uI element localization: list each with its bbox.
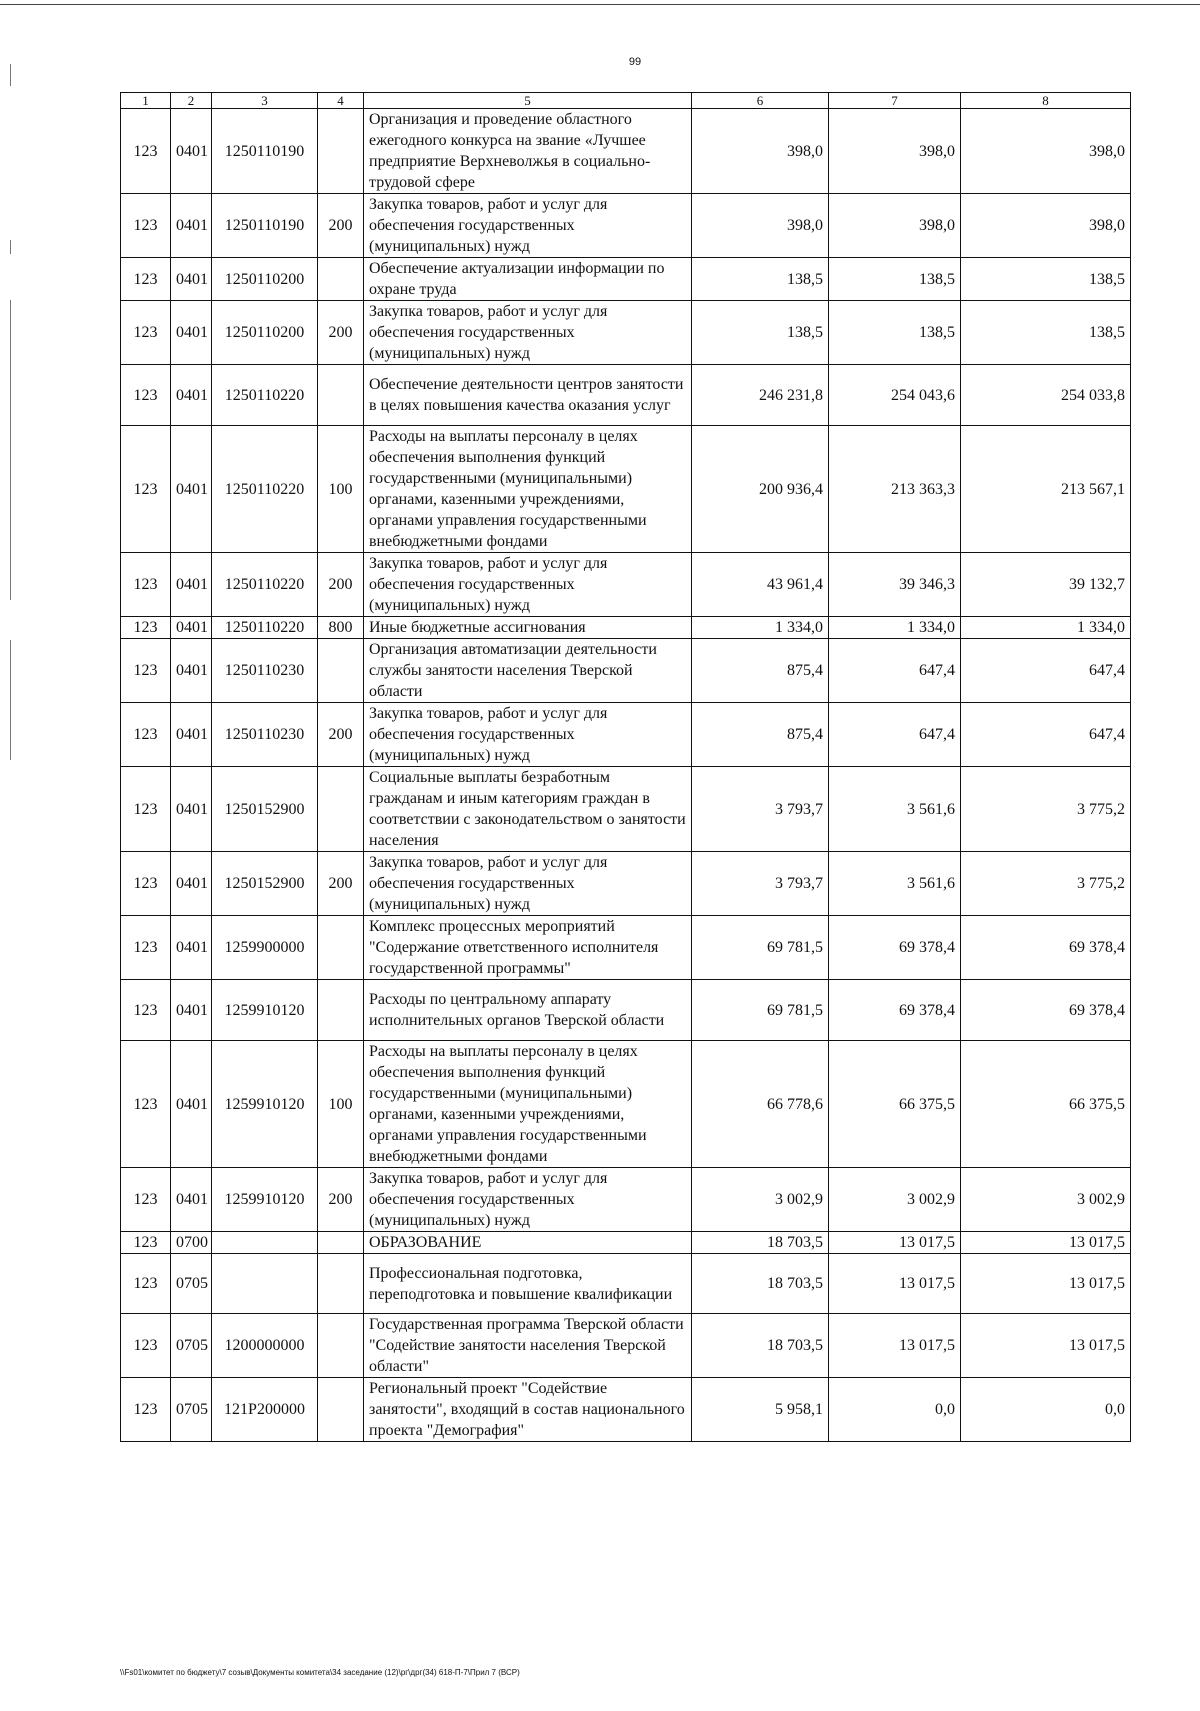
- target-article-cell: 1259910120: [212, 980, 318, 1041]
- description-cell: Закупка товаров, работ и услуг для обеспечения государственных (муниципальных) нужд: [364, 194, 692, 258]
- amount-col6-cell: 138,5: [692, 258, 829, 301]
- amount-col6-cell: 3 793,7: [692, 852, 829, 916]
- amount-col7-cell: 647,4: [829, 703, 961, 767]
- description-cell: Закупка товаров, работ и услуг для обеспечения государственных (муниципальных) нужд: [364, 703, 692, 767]
- left-margin-mark: [10, 240, 11, 254]
- description-cell: Региональный проект "Содействие занятости", входящий в состав национального проекта "Демография": [364, 1378, 692, 1442]
- section-code-cell: 0705: [171, 1254, 212, 1314]
- row-code-cell: 123: [121, 194, 171, 258]
- amount-col7-cell: 138,5: [829, 301, 961, 365]
- amount-col7-cell: 1 334,0: [829, 617, 961, 639]
- section-code-cell: 0401: [171, 852, 212, 916]
- amount-col8-cell: 647,4: [961, 639, 1131, 703]
- left-margin-mark: [10, 300, 11, 600]
- table-row: [121, 980, 1131, 1041]
- table-body: [121, 109, 1131, 1442]
- expense-type-cell: 200: [318, 703, 364, 767]
- row-code-cell: 123: [121, 703, 171, 767]
- target-article-cell: 1250110190: [212, 194, 318, 258]
- target-article-cell: [212, 1232, 318, 1254]
- row-code-cell: 123: [121, 553, 171, 617]
- amount-col6-cell: 875,4: [692, 703, 829, 767]
- table-row: [121, 916, 1131, 980]
- table-row: [121, 258, 1131, 301]
- expense-type-cell: [318, 1254, 364, 1314]
- section-code-cell: 0401: [171, 258, 212, 301]
- expense-type-cell: 800: [318, 617, 364, 639]
- budget-table: [120, 92, 1131, 1442]
- amount-col6-cell: 875,4: [692, 639, 829, 703]
- section-code-cell: 0401: [171, 426, 212, 553]
- description-cell: Расходы на выплаты персоналу в целях обеспечения выполнения функций государственными (муниципальными) органами, казенными учреждениями, органами управления государственными внебюджетными фондами: [364, 1041, 692, 1168]
- row-code-cell: 123: [121, 980, 171, 1041]
- amount-col8-cell: 13 017,5: [961, 1314, 1131, 1378]
- table-row: [121, 1168, 1131, 1232]
- section-code-cell: 0401: [171, 553, 212, 617]
- table-row: [121, 1041, 1131, 1168]
- amount-col8-cell: 0,0: [961, 1378, 1131, 1442]
- amount-col7-cell: 3 002,9: [829, 1168, 961, 1232]
- target-article-cell: 1250110200: [212, 301, 318, 365]
- section-code-cell: 0401: [171, 703, 212, 767]
- target-article-cell: 1250110230: [212, 639, 318, 703]
- table-row: [121, 703, 1131, 767]
- section-code-cell: 0401: [171, 1041, 212, 1168]
- table-row: [121, 767, 1131, 852]
- row-code-cell: 123: [121, 426, 171, 553]
- column-header: 2: [171, 93, 212, 109]
- column-header: 3: [212, 93, 318, 109]
- amount-col7-cell: 13 017,5: [829, 1254, 961, 1314]
- amount-col6-cell: 3 002,9: [692, 1168, 829, 1232]
- table-row: [121, 553, 1131, 617]
- amount-col6-cell: 200 936,4: [692, 426, 829, 553]
- expense-type-cell: [318, 1378, 364, 1442]
- expense-type-cell: 200: [318, 1168, 364, 1232]
- amount-col8-cell: 213 567,1: [961, 426, 1131, 553]
- expense-type-cell: [318, 109, 364, 194]
- column-header: 7: [829, 93, 961, 109]
- amount-col8-cell: 69 378,4: [961, 916, 1131, 980]
- amount-col8-cell: 39 132,7: [961, 553, 1131, 617]
- row-code-cell: 123: [121, 1378, 171, 1442]
- description-cell: Обеспечение актуализации информации по охране труда: [364, 258, 692, 301]
- description-cell: Государственная программа Тверской области "Содействие занятости населения Тверской области": [364, 1314, 692, 1378]
- target-article-cell: 121Р200000: [212, 1378, 318, 1442]
- expense-type-cell: 200: [318, 852, 364, 916]
- target-article-cell: 1259910120: [212, 1041, 318, 1168]
- target-article-cell: 1250110220: [212, 365, 318, 426]
- expense-type-cell: [318, 1314, 364, 1378]
- row-code-cell: 123: [121, 852, 171, 916]
- description-cell: Закупка товаров, работ и услуг для обеспечения государственных (муниципальных) нужд: [364, 553, 692, 617]
- section-code-cell: 0401: [171, 639, 212, 703]
- amount-col8-cell: 3 002,9: [961, 1168, 1131, 1232]
- amount-col8-cell: 138,5: [961, 301, 1131, 365]
- amount-col8-cell: 398,0: [961, 109, 1131, 194]
- amount-col6-cell: 5 958,1: [692, 1378, 829, 1442]
- column-header: 4: [318, 93, 364, 109]
- section-code-cell: 0401: [171, 916, 212, 980]
- section-code-cell: 0705: [171, 1314, 212, 1378]
- target-article-cell: 1250110220: [212, 553, 318, 617]
- row-code-cell: 123: [121, 258, 171, 301]
- target-article-cell: 1259900000: [212, 916, 318, 980]
- top-edge-line: [0, 4, 1200, 5]
- table-row: [121, 1378, 1131, 1442]
- table-row: [121, 194, 1131, 258]
- amount-col6-cell: 18 703,5: [692, 1232, 829, 1254]
- amount-col7-cell: 398,0: [829, 109, 961, 194]
- amount-col8-cell: 13 017,5: [961, 1254, 1131, 1314]
- section-code-cell: 0401: [171, 365, 212, 426]
- amount-col7-cell: 3 561,6: [829, 767, 961, 852]
- table-row: [121, 1314, 1131, 1378]
- row-code-cell: 123: [121, 109, 171, 194]
- table-row: [121, 639, 1131, 703]
- amount-col6-cell: 1 334,0: [692, 617, 829, 639]
- amount-col7-cell: 66 375,5: [829, 1041, 961, 1168]
- amount-col8-cell: 13 017,5: [961, 1232, 1131, 1254]
- row-code-cell: 123: [121, 617, 171, 639]
- table-row: [121, 301, 1131, 365]
- description-cell: Расходы на выплаты персоналу в целях обеспечения выполнения функций государственными (муниципальными) органами, казенными учреждениями, органами управления государственными внебюджетными фондами: [364, 426, 692, 553]
- section-code-cell: 0401: [171, 194, 212, 258]
- section-code-cell: 0700: [171, 1232, 212, 1254]
- target-article-cell: 1250110220: [212, 426, 318, 553]
- target-article-cell: 1259910120: [212, 1168, 318, 1232]
- target-article-cell: 1250110190: [212, 109, 318, 194]
- left-margin-mark: [10, 640, 11, 760]
- header-row: [121, 93, 1131, 109]
- footer-file-path: \\Fs01\комитет по бюджету\7 созыв\Документы комитета\34 заседание (12)\рг\дрг(34) 618-П-7\Прил 7 (ВСР): [120, 1668, 520, 1677]
- amount-col6-cell: 138,5: [692, 301, 829, 365]
- table-row: [121, 1232, 1131, 1254]
- amount-col7-cell: 13 017,5: [829, 1232, 961, 1254]
- amount-col7-cell: 3 561,6: [829, 852, 961, 916]
- amount-col7-cell: 398,0: [829, 194, 961, 258]
- expense-type-cell: 200: [318, 194, 364, 258]
- expense-type-cell: [318, 916, 364, 980]
- description-cell: Иные бюджетные ассигнования: [364, 617, 692, 639]
- section-code-cell: 0401: [171, 1168, 212, 1232]
- amount-col8-cell: 66 375,5: [961, 1041, 1131, 1168]
- amount-col7-cell: 0,0: [829, 1378, 961, 1442]
- amount-col7-cell: 213 363,3: [829, 426, 961, 553]
- description-cell: Организация и проведение областного ежегодного конкурса на звание «Лучшее предприятие Верхневолжья в социально-трудовой сфере: [364, 109, 692, 194]
- expense-type-cell: 200: [318, 553, 364, 617]
- expense-type-cell: [318, 639, 364, 703]
- amount-col8-cell: 254 033,8: [961, 365, 1131, 426]
- target-article-cell: 1250110200: [212, 258, 318, 301]
- table-row: [121, 365, 1131, 426]
- amount-col8-cell: 3 775,2: [961, 852, 1131, 916]
- amount-col8-cell: 1 334,0: [961, 617, 1131, 639]
- amount-col6-cell: 69 781,5: [692, 980, 829, 1041]
- column-header: 6: [692, 93, 829, 109]
- page-number: 99: [628, 56, 642, 68]
- expense-type-cell: 100: [318, 1041, 364, 1168]
- column-header: 8: [961, 93, 1131, 109]
- row-code-cell: 123: [121, 916, 171, 980]
- amount-col6-cell: 18 703,5: [692, 1254, 829, 1314]
- description-cell: Закупка товаров, работ и услуг для обеспечения государственных (муниципальных) нужд: [364, 1168, 692, 1232]
- table-row: [121, 617, 1131, 639]
- expense-type-cell: 200: [318, 301, 364, 365]
- amount-col7-cell: 647,4: [829, 639, 961, 703]
- amount-col8-cell: 398,0: [961, 194, 1131, 258]
- amount-col6-cell: 398,0: [692, 194, 829, 258]
- column-header: 5: [364, 93, 692, 109]
- description-cell: Организация автоматизации деятельности службы занятости населения Тверской области: [364, 639, 692, 703]
- section-code-cell: 0401: [171, 980, 212, 1041]
- amount-col6-cell: 3 793,7: [692, 767, 829, 852]
- table-row: [121, 109, 1131, 194]
- expense-type-cell: 100: [318, 426, 364, 553]
- target-article-cell: [212, 1254, 318, 1314]
- target-article-cell: 1250152900: [212, 852, 318, 916]
- table-row: [121, 852, 1131, 916]
- section-code-cell: 0401: [171, 617, 212, 639]
- target-article-cell: 1250110220: [212, 617, 318, 639]
- expense-type-cell: [318, 365, 364, 426]
- amount-col6-cell: 43 961,4: [692, 553, 829, 617]
- target-article-cell: 1200000000: [212, 1314, 318, 1378]
- row-code-cell: 123: [121, 1314, 171, 1378]
- row-code-cell: 123: [121, 365, 171, 426]
- expense-type-cell: [318, 980, 364, 1041]
- row-code-cell: 123: [121, 1168, 171, 1232]
- description-cell: Закупка товаров, работ и услуг для обеспечения государственных (муниципальных) нужд: [364, 852, 692, 916]
- amount-col6-cell: 398,0: [692, 109, 829, 194]
- row-code-cell: 123: [121, 1254, 171, 1314]
- amount-col6-cell: 69 781,5: [692, 916, 829, 980]
- expense-type-cell: [318, 258, 364, 301]
- amount-col7-cell: 39 346,3: [829, 553, 961, 617]
- amount-col6-cell: 66 778,6: [692, 1041, 829, 1168]
- amount-col7-cell: 13 017,5: [829, 1314, 961, 1378]
- description-cell: Расходы по центральному аппарату исполнительных органов Тверской области: [364, 980, 692, 1041]
- amount-col7-cell: 138,5: [829, 258, 961, 301]
- section-code-cell: 0705: [171, 1378, 212, 1442]
- description-cell: Профессиональная подготовка, переподготовка и повышение квалификации: [364, 1254, 692, 1314]
- description-cell: Закупка товаров, работ и услуг для обеспечения государственных (муниципальных) нужд: [364, 301, 692, 365]
- description-cell: Комплекс процессных мероприятий "Содержание ответственного исполнителя государственной программы": [364, 916, 692, 980]
- section-code-cell: 0401: [171, 109, 212, 194]
- expense-type-cell: [318, 767, 364, 852]
- description-cell: Обеспечение деятельности центров занятости в целях повышения качества оказания услуг: [364, 365, 692, 426]
- amount-col8-cell: 647,4: [961, 703, 1131, 767]
- amount-col8-cell: 138,5: [961, 258, 1131, 301]
- amount-col8-cell: 3 775,2: [961, 767, 1131, 852]
- table-row: [121, 1254, 1131, 1314]
- section-code-cell: 0401: [171, 301, 212, 365]
- amount-col7-cell: 69 378,4: [829, 916, 961, 980]
- amount-col6-cell: 18 703,5: [692, 1314, 829, 1378]
- row-code-cell: 123: [121, 301, 171, 365]
- section-code-cell: 0401: [171, 767, 212, 852]
- expense-type-cell: [318, 1232, 364, 1254]
- amount-col7-cell: 69 378,4: [829, 980, 961, 1041]
- target-article-cell: 1250152900: [212, 767, 318, 852]
- amount-col8-cell: 69 378,4: [961, 980, 1131, 1041]
- column-header: 1: [121, 93, 171, 109]
- amount-col6-cell: 246 231,8: [692, 365, 829, 426]
- amount-col7-cell: 254 043,6: [829, 365, 961, 426]
- table-row: [121, 426, 1131, 553]
- target-article-cell: 1250110230: [212, 703, 318, 767]
- description-cell: Социальные выплаты безработным гражданам и иным категориям граждан в соответствии с законодательством о занятости населения: [364, 767, 692, 852]
- row-code-cell: 123: [121, 1041, 171, 1168]
- row-code-cell: 123: [121, 767, 171, 852]
- row-code-cell: 123: [121, 639, 171, 703]
- row-code-cell: 123: [121, 1232, 171, 1254]
- description-cell: ОБРАЗОВАНИЕ: [364, 1232, 692, 1254]
